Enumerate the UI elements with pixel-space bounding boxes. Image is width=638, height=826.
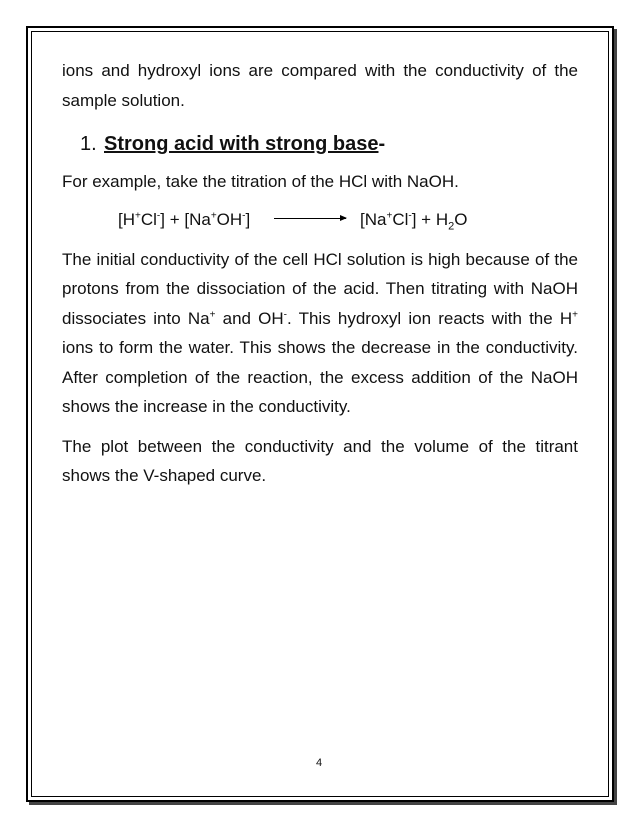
section-number: 1. bbox=[80, 133, 97, 155]
eq-oh: OH bbox=[216, 209, 243, 229]
reaction-equation bbox=[118, 205, 578, 233]
intro-paragraph bbox=[62, 56, 578, 115]
page-content bbox=[62, 56, 578, 491]
equation-reactants bbox=[118, 205, 250, 235]
eq-rhs-na-charge: + bbox=[386, 209, 393, 221]
example-text: For example, take the titration of the HCl with NaOH. bbox=[62, 172, 459, 191]
eq-cl: Cl bbox=[140, 209, 157, 229]
eq-water-subscript: 2 bbox=[448, 219, 455, 232]
explanation-part-1: The initial conductivity of the cell HCl solution is high because of the protons from the dissociation of the acid. Then titrating with NaOH dissociates into Na bbox=[62, 249, 578, 328]
section-title: Strong acid with strong base bbox=[104, 133, 379, 155]
reaction-arrow-icon bbox=[274, 218, 346, 219]
section-title-suffix: - bbox=[378, 133, 386, 155]
eq-na-charge: + bbox=[210, 209, 217, 221]
explanation-na-charge: + bbox=[209, 308, 216, 320]
explanation-part-3: . This hydroxyl ion reacts with the H bbox=[287, 308, 573, 328]
plot-paragraph: The plot between the conductivity and the volume of the titrant shows the V-shaped curve. bbox=[62, 436, 578, 485]
eq-rhs-end: O bbox=[454, 209, 468, 229]
eq-h-charge: + bbox=[135, 209, 141, 221]
eq-rhs-cl: Cl bbox=[392, 209, 409, 229]
eq-rhs-cl-charge: - bbox=[408, 209, 412, 221]
intro-line-2: of the sample solution. bbox=[62, 61, 579, 110]
eq-lhs-end: ] bbox=[245, 209, 251, 229]
intro-line-1: ions and hydroxyl ions are compared with the conductivity bbox=[62, 61, 524, 80]
explanation-part-4: ions to form the water. This shows the decrease in the conductivity. After completion of the reaction, the excess addition of the NaOH shows the increase in the conductivity. bbox=[62, 338, 578, 416]
eq-rhs-start: [Na bbox=[360, 209, 387, 229]
explanation-part-2: and OH bbox=[215, 308, 284, 328]
page-number: 4 bbox=[315, 757, 323, 769]
eq-lhs-mid: ] + [Na bbox=[160, 209, 211, 229]
eq-rhs-mid: ] + H bbox=[411, 209, 449, 229]
eq-h: [H bbox=[118, 209, 135, 229]
eq-oh-charge: - bbox=[242, 209, 246, 221]
section-heading bbox=[62, 129, 578, 159]
explanation-oh-charge: - bbox=[283, 308, 287, 320]
explanation-h-charge: + bbox=[572, 308, 579, 320]
eq-cl-charge: - bbox=[156, 209, 161, 221]
explanation-paragraph bbox=[62, 245, 578, 422]
equation-products bbox=[360, 205, 467, 235]
